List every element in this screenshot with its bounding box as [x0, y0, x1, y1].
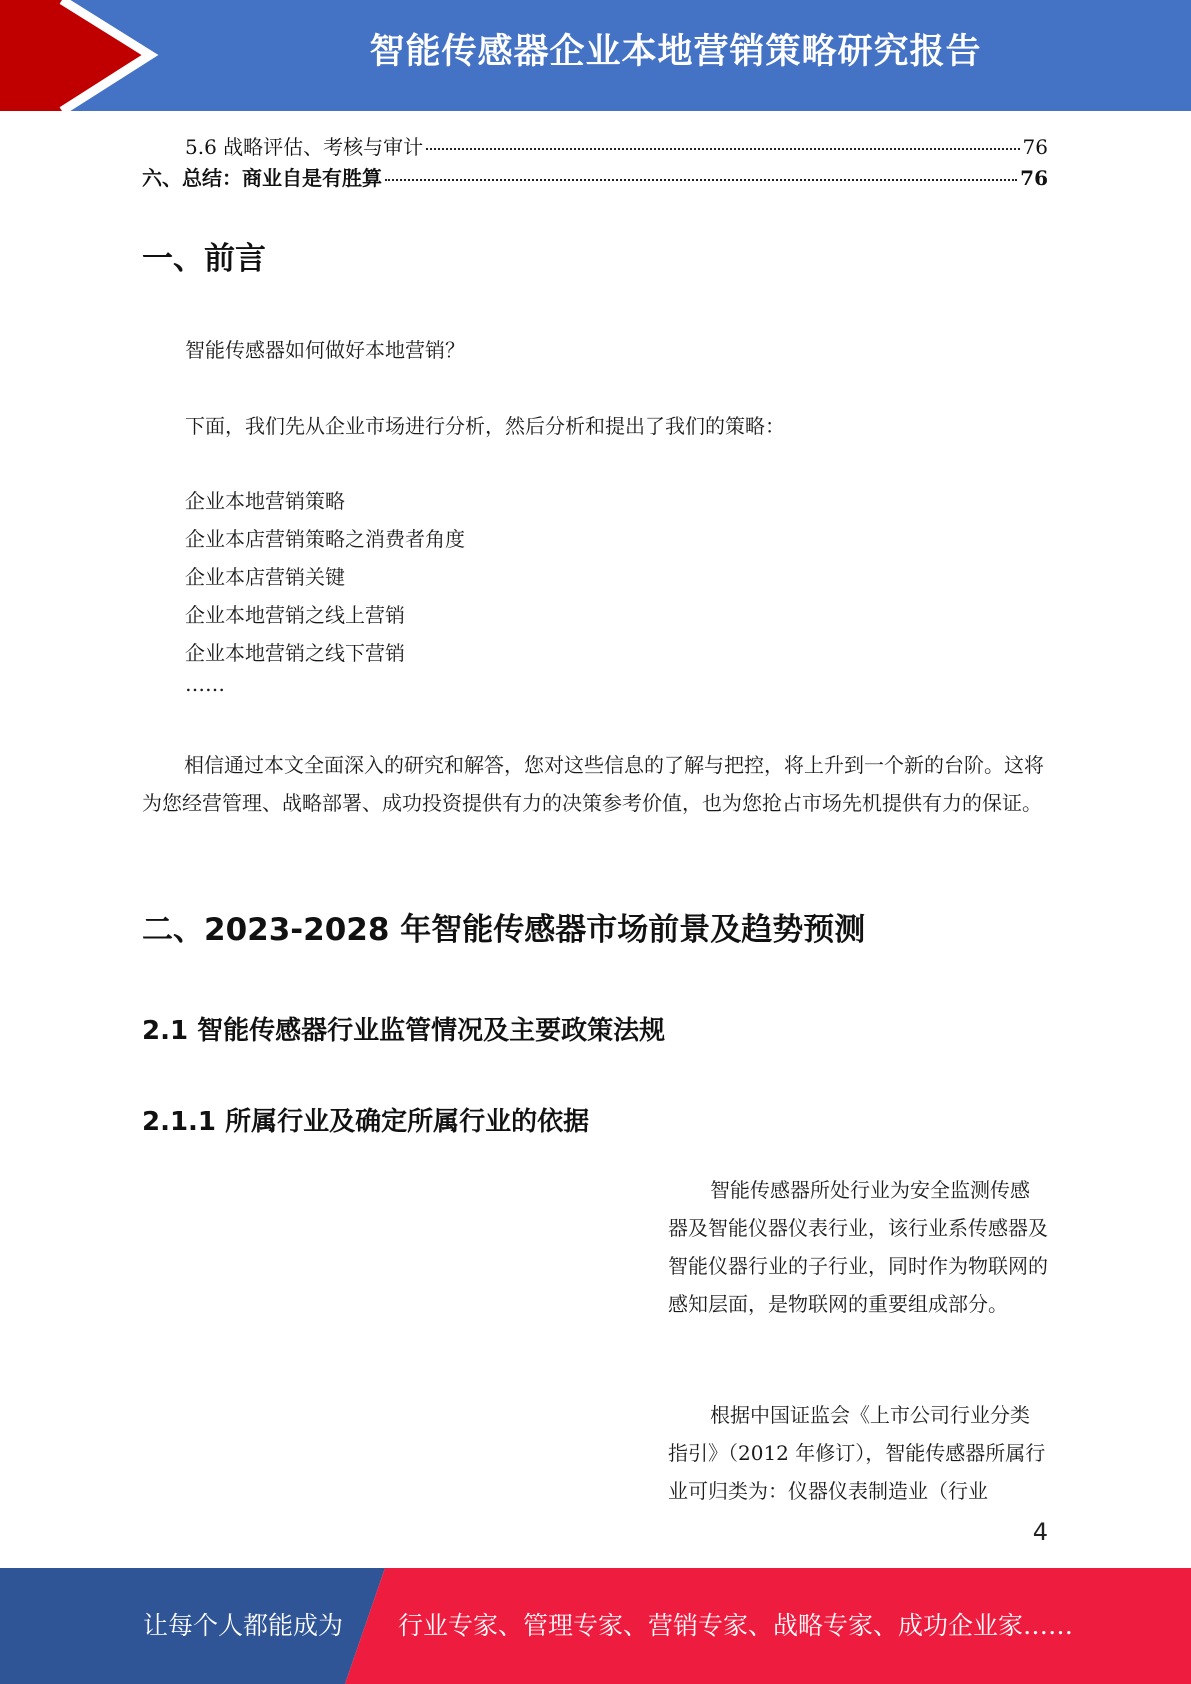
- toc-leader-dots: [426, 148, 1019, 150]
- list-item: 企业本地营销之线下营销: [185, 641, 405, 665]
- footer-slogan-right: 行业专家、管理专家、营销专家、战略专家、成功企业家……: [398, 1611, 1074, 1640]
- section-heading: 二、2023-2028 年智能传感器市场前景及趋势预测: [142, 912, 866, 948]
- subsection-heading: 2.1.1 所属行业及确定所属行业的依据: [142, 1107, 590, 1137]
- footer-slogan-left: 让每个人都能成为: [143, 1611, 344, 1640]
- toc-entry[interactable]: [185, 131, 1048, 160]
- toc-entry[interactable]: [142, 162, 1048, 191]
- toc-leader-dots: [385, 179, 1017, 181]
- page-footer: [0, 1568, 1191, 1684]
- body-paragraph: 根据中国证监会《上市公司行业分类指引》（2012 年修订），智能传感器所属行业可归类为：仪器仪表制造业（行业: [668, 1403, 1046, 1503]
- toc-entry-label: 5.6 战略评估、考核与审计: [185, 135, 424, 159]
- page-number: 4: [1032, 1518, 1048, 1546]
- body-paragraph: 相信通过本文全面深入的研究和解答，您对这些信息的了解与把控，将上升到一个新的台阶。这将为您经营管理、战略部署、成功投资提供有力的决策参考价值，也为您抢占市场先机提供有力的保证。: [142, 753, 1044, 815]
- list-item: ……: [185, 672, 225, 696]
- body-paragraph: 智能传感器所处行业为安全监测传感器及智能仪器仪表行业，该行业系传感器及智能仪器行业的子行业，同时作为物联网的感知层面，是物联网的重要组成部分。: [668, 1178, 1048, 1316]
- section-heading: 一、前言: [142, 241, 266, 277]
- list-item: 企业本地营销策略: [185, 489, 345, 513]
- list-item: 企业本地营销之线上营销: [185, 603, 405, 627]
- header-title: 智能传感器企业本地营销策略研究报告: [369, 32, 982, 72]
- toc-entry-page: 76: [1022, 135, 1048, 159]
- page-header: [0, 0, 1191, 111]
- list-item: 企业本店营销关键: [185, 565, 345, 589]
- body-text: 智能传感器如何做好本地营销？: [185, 338, 465, 362]
- toc-entry-page: 76: [1020, 166, 1048, 190]
- subsection-heading: 2.1 智能传感器行业监管情况及主要政策法规: [142, 1016, 666, 1046]
- body-text: 下面，我们先从企业市场进行分析，然后分析和提出了我们的策略：: [185, 414, 785, 438]
- toc-entry-label: 六、总结：商业自是有胜算: [142, 166, 382, 190]
- list-item: 企业本店营销策略之消费者角度: [185, 527, 465, 551]
